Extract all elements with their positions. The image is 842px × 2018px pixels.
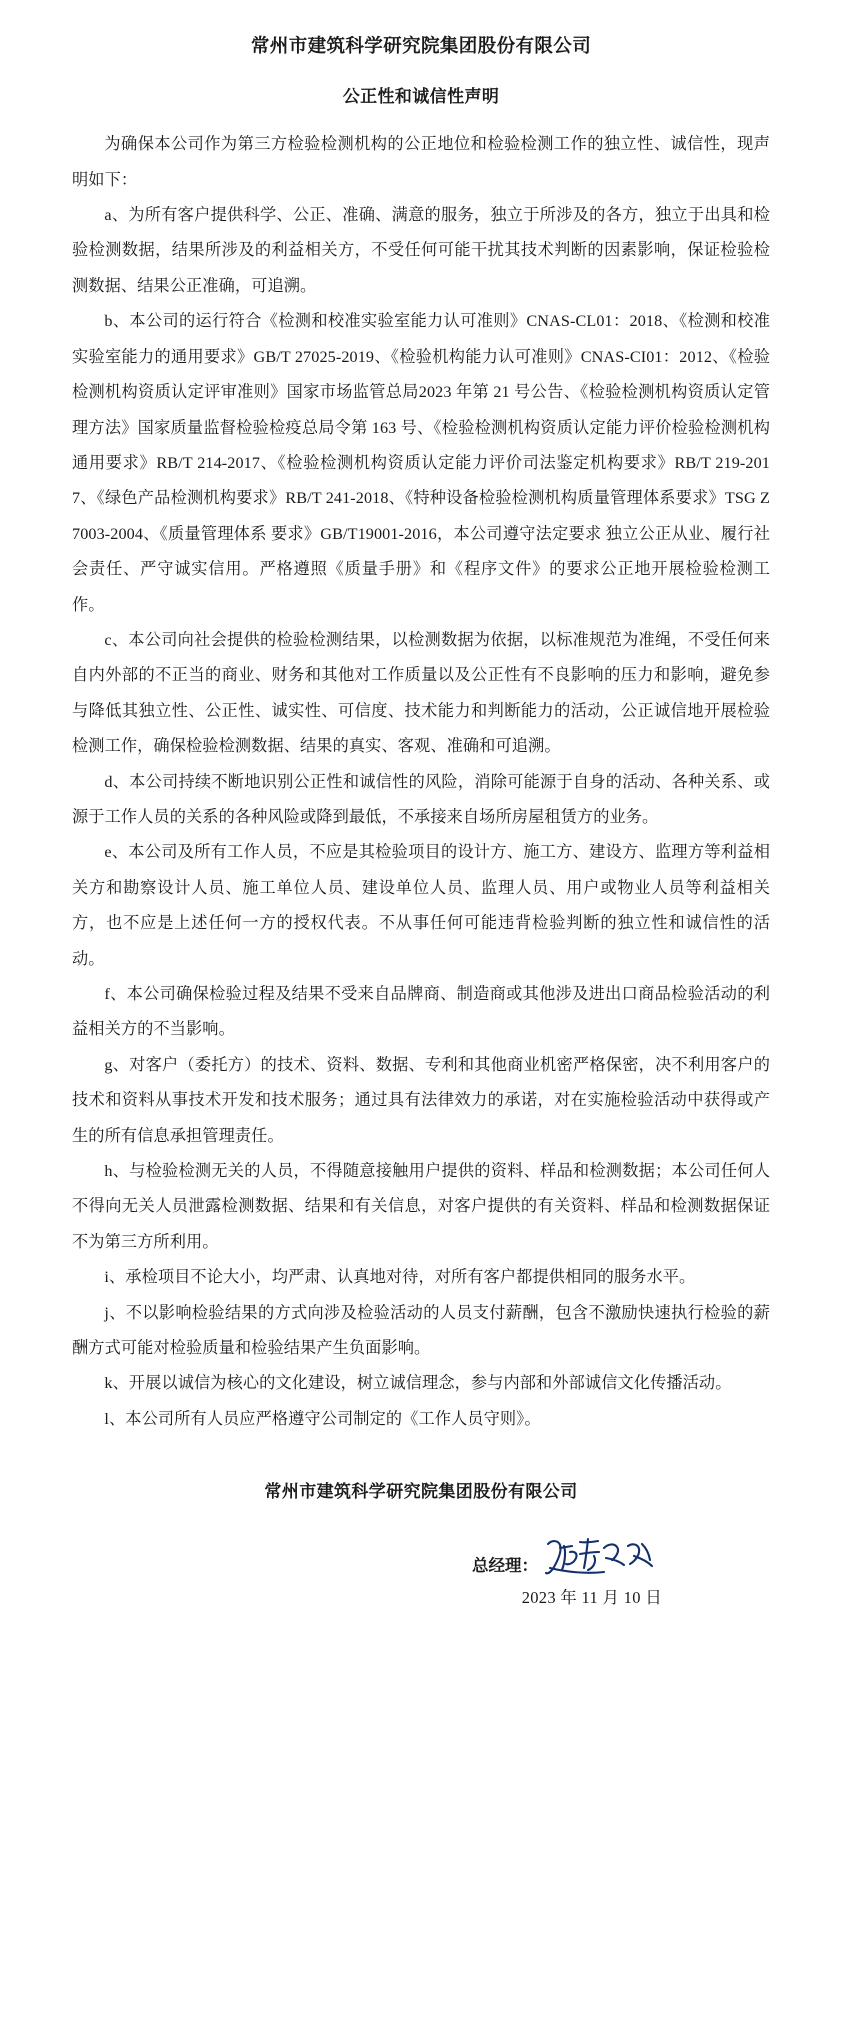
clause-i: i、承检项目不论大小，均严肃、认真地对待，对所有客户都提供相同的服务水平。: [104, 1268, 696, 1287]
clause-b: b、本公司的运行符合《检测和校准实验室能力认可准则》CNAS-CL01：2018、《检测和校准实验室能力的通用要求》GB/T 27025-2019、《检验机构能力认可准则》CNAS-CI01：2012、《检验检测机构资质认定评审准则》国家市场监管总局2023 年第 21 号公告、《检验检测机构资质认定管理方法》国家质量监督检验检疫总局令第 163 号、《检验检测机构资质认定能力评价检验检测机构通用要求》RB/T 214-2017、《检验检测机构资质认定能力评价司法鉴定机构要求》RB/T 219-2017、《绿色产品检测机构要求》RB/T 241-2018、《特种设备检验检测机构质量管理体系要求》TSG Z7003-2004、《质量管理体系 要求》GB/T19001-2016，本公司遵守法定要求 独立公正从业、履行社会责任、严守诚实信用。严格遵照《质量手册》和《程序文件》的要求公正地开展检验检测工作。: [72, 312, 770, 614]
statement-body: [72, 127, 770, 1437]
clause-l: l、本公司所有人员应严格遵守公司制定的《工作人员守则》。: [104, 1409, 541, 1428]
clause-k: k、开展以诚信为核心的文化建设，树立诚信理念，参与内部和外部诚信文化传播活动。: [104, 1374, 732, 1393]
clause-e: e、本公司及所有工作人员，不应是其检验项目的设计方、施工方、建设方、监理方等利益相关方和勘察设计人员、施工单位人员、建设单位人员、监理人员、用户或物业人员等利益相关方，也不应是上述任何一方的授权代表。不从事任何可能违背检验判断的独立性和诚信性的活动。: [72, 843, 770, 968]
signature-row: [72, 1532, 770, 1578]
clause-d: d、本公司持续不断地识别公正性和诚信性的风险，消除可能源于自身的活动、各种关系、或源于工作人员的关系的各种风险或降到最低，不承接来自场所房屋租赁方的业务。: [72, 772, 770, 826]
signature-date: 2023 年 11 月 10 日: [521, 1588, 662, 1608]
clause-j: j、不以影响检验结果的方式向涉及检验活动的人员支付薪酬，包含不激励快速执行检验的薪酬方式可能对检验质量和检验结果产生负面影响。: [72, 1303, 770, 1358]
signature-label: 总经理：: [472, 1556, 538, 1576]
clause-h: h、与检验检测无关的人员，不得随意接触用户提供的资料、样品和检测数据；本公司任何人不得向无关人员泄露检测数据、结果和有关信息，对客户提供的有关资料、样品和检测数据保证不为第三方所利用。: [72, 1162, 770, 1251]
clause-c: c、本公司向社会提供的检验检测结果，以检测数据为依据，以标准规范为准绳，不受任何来自内外部的不正当的商业、财务和其他对工作质量以及公正性有不良影响的压力和影响，避免参与降低其独立性、公正性、诚实性、可信度、技术能力和判断能力的活动，公正诚信地开展检验检测工作，确保检验检测数据、结果的真实、客观、准确和可追溯。: [72, 630, 770, 756]
footer-company-name: 常州市建筑科学研究院集团股份有限公司: [264, 1482, 578, 1502]
clause-f: f、本公司确保检验过程及结果不受来自品牌商、制造商或其他涉及进出口商品检验活动的利益相关方的不当影响。: [72, 985, 770, 1039]
statement-title: 公正性和诚信性声明: [342, 86, 500, 106]
clause-a: a、为所有客户提供科学、公正、准确、满意的服务，独立于所涉及的各方，独立于出具和检验检测数据，结果所涉及的利益相关方，不受任何可能干扰其技术判断的因素影响，保证检验检测数据、结果公正准确，可追溯。: [72, 206, 770, 295]
clause-g: g、对客户（委托方）的技术、资料、数据、专利和其他商业机密严格保密，决不利用客户的技术和资料从事技术开发和技术服务；通过具有法律效力的承诺，对在实施检验活动中获得或产生的所有信息承担管理责任。: [72, 1055, 770, 1145]
page-title: 常州市建筑科学研究院集团股份有限公司: [250, 37, 592, 57]
intro-paragraph: 为确保本公司作为第三方检验检测机构的公正地位和检验检测工作的独立性、诚信性，现声明如下：: [72, 135, 770, 189]
handwritten-signature-icon: [542, 1534, 660, 1580]
